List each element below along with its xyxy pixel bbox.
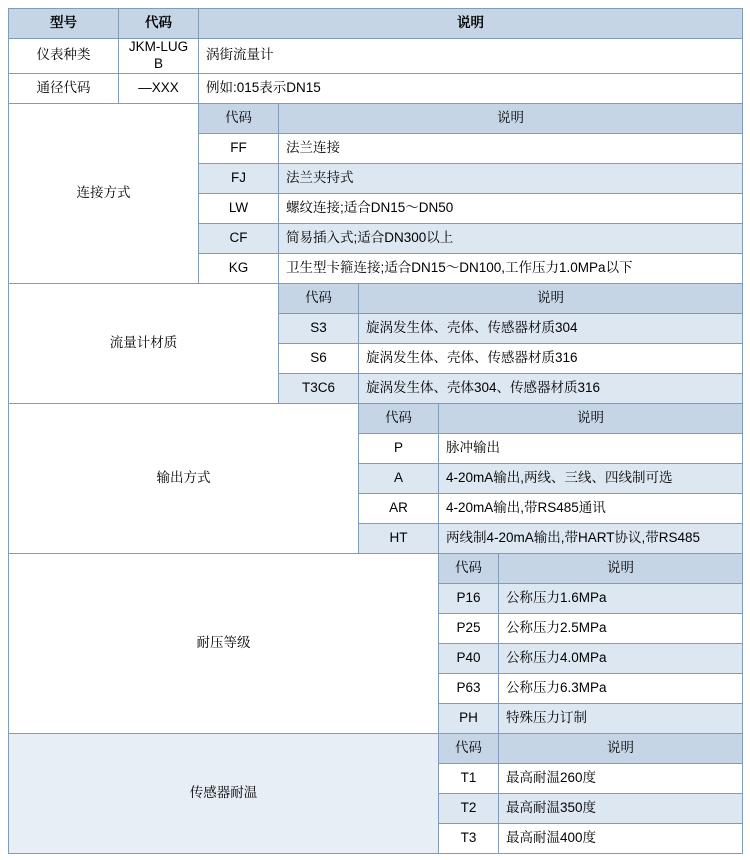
subheader-desc-temperature: 说明 (499, 733, 743, 763)
block-connection-subheader-row (9, 103, 743, 133)
code-pressure-ph: PH (439, 703, 499, 733)
model-selection-table (8, 8, 743, 854)
desc-temperature-t1: 最高耐温260度 (499, 763, 743, 793)
row-label-instrument-type: 仪表种类 (9, 39, 119, 74)
code-connection-kg: KG (199, 253, 279, 283)
block-label-temperature: 传感器耐温 (9, 733, 439, 853)
code-pressure-p16: P16 (439, 583, 499, 613)
row-desc-instrument-type: 涡街流量计 (199, 39, 743, 74)
row-code-bore-code: —XXX (119, 73, 199, 103)
row-desc-bore-code: 例如:015表示DN15 (199, 73, 743, 103)
subheader-code-material: 代码 (279, 283, 359, 313)
code-pressure-p40: P40 (439, 643, 499, 673)
block-output-subheader-row (9, 403, 743, 433)
subheader-code-output: 代码 (359, 403, 439, 433)
desc-material-t3c6: 旋涡发生体、壳体304、传感器材质316 (359, 373, 743, 403)
block-label-connection: 连接方式 (9, 103, 199, 283)
code-connection-fj: FJ (199, 163, 279, 193)
desc-output-ht: 两线制4-20mA输出,带HART协议,带RS485 (439, 523, 743, 553)
code-material-s6: S6 (279, 343, 359, 373)
table-row (9, 39, 743, 74)
code-output-ht: HT (359, 523, 439, 553)
desc-connection-cf: 简易插入式;适合DN300以上 (279, 223, 743, 253)
desc-pressure-p16: 公称压力1.6MPa (499, 583, 743, 613)
desc-material-s3: 旋涡发生体、壳体、传感器材质304 (359, 313, 743, 343)
code-output-p: P (359, 433, 439, 463)
desc-pressure-p40: 公称压力4.0MPa (499, 643, 743, 673)
subheader-code-pressure: 代码 (439, 553, 499, 583)
subheader-code-connection: 代码 (199, 103, 279, 133)
code-pressure-p63: P63 (439, 673, 499, 703)
desc-pressure-p63: 公称压力6.3MPa (499, 673, 743, 703)
subheader-desc-connection: 说明 (279, 103, 743, 133)
subheader-desc-material: 说明 (359, 283, 743, 313)
code-temperature-t1: T1 (439, 763, 499, 793)
code-connection-cf: CF (199, 223, 279, 253)
desc-connection-ff: 法兰连接 (279, 133, 743, 163)
desc-connection-kg: 卫生型卡箍连接;适合DN15～DN100,工作压力1.0MPa以下 (279, 253, 743, 283)
header-desc: 说明 (199, 9, 743, 39)
header-model: 型号 (9, 9, 119, 39)
desc-pressure-p25: 公称压力2.5MPa (499, 613, 743, 643)
code-output-ar: AR (359, 493, 439, 523)
block-pressure-subheader-row (9, 553, 743, 583)
code-temperature-t2: T2 (439, 793, 499, 823)
code-connection-ff: FF (199, 133, 279, 163)
desc-output-a: 4-20mA输出,两线、三线、四线制可选 (439, 463, 743, 493)
row-code-instrument-type: JKM-LUGB (119, 39, 199, 74)
desc-pressure-ph: 特殊压力订制 (499, 703, 743, 733)
subheader-code-temperature: 代码 (439, 733, 499, 763)
table-row (9, 73, 743, 103)
desc-connection-fj: 法兰夹持式 (279, 163, 743, 193)
block-label-output: 输出方式 (9, 403, 359, 553)
code-pressure-p25: P25 (439, 613, 499, 643)
code-connection-lw: LW (199, 193, 279, 223)
table-header-row (9, 9, 743, 39)
desc-output-p: 脉冲输出 (439, 433, 743, 463)
desc-connection-lw: 螺纹连接;适合DN15～DN50 (279, 193, 743, 223)
block-material-subheader-row (9, 283, 743, 313)
code-material-s3: S3 (279, 313, 359, 343)
row-label-bore-code: 通径代码 (9, 73, 119, 103)
desc-temperature-t3: 最高耐温400度 (499, 823, 743, 853)
code-temperature-t3: T3 (439, 823, 499, 853)
code-output-a: A (359, 463, 439, 493)
subheader-desc-pressure: 说明 (499, 553, 743, 583)
desc-output-ar: 4-20mA输出,带RS485通讯 (439, 493, 743, 523)
code-material-t3c6: T3C6 (279, 373, 359, 403)
header-code: 代码 (119, 9, 199, 39)
block-label-pressure: 耐压等级 (9, 553, 439, 733)
subheader-desc-output: 说明 (439, 403, 743, 433)
block-label-material: 流量计材质 (9, 283, 279, 403)
desc-material-s6: 旋涡发生体、壳体、传感器材质316 (359, 343, 743, 373)
desc-temperature-t2: 最高耐温350度 (499, 793, 743, 823)
block-temperature-subheader-row (9, 733, 743, 763)
